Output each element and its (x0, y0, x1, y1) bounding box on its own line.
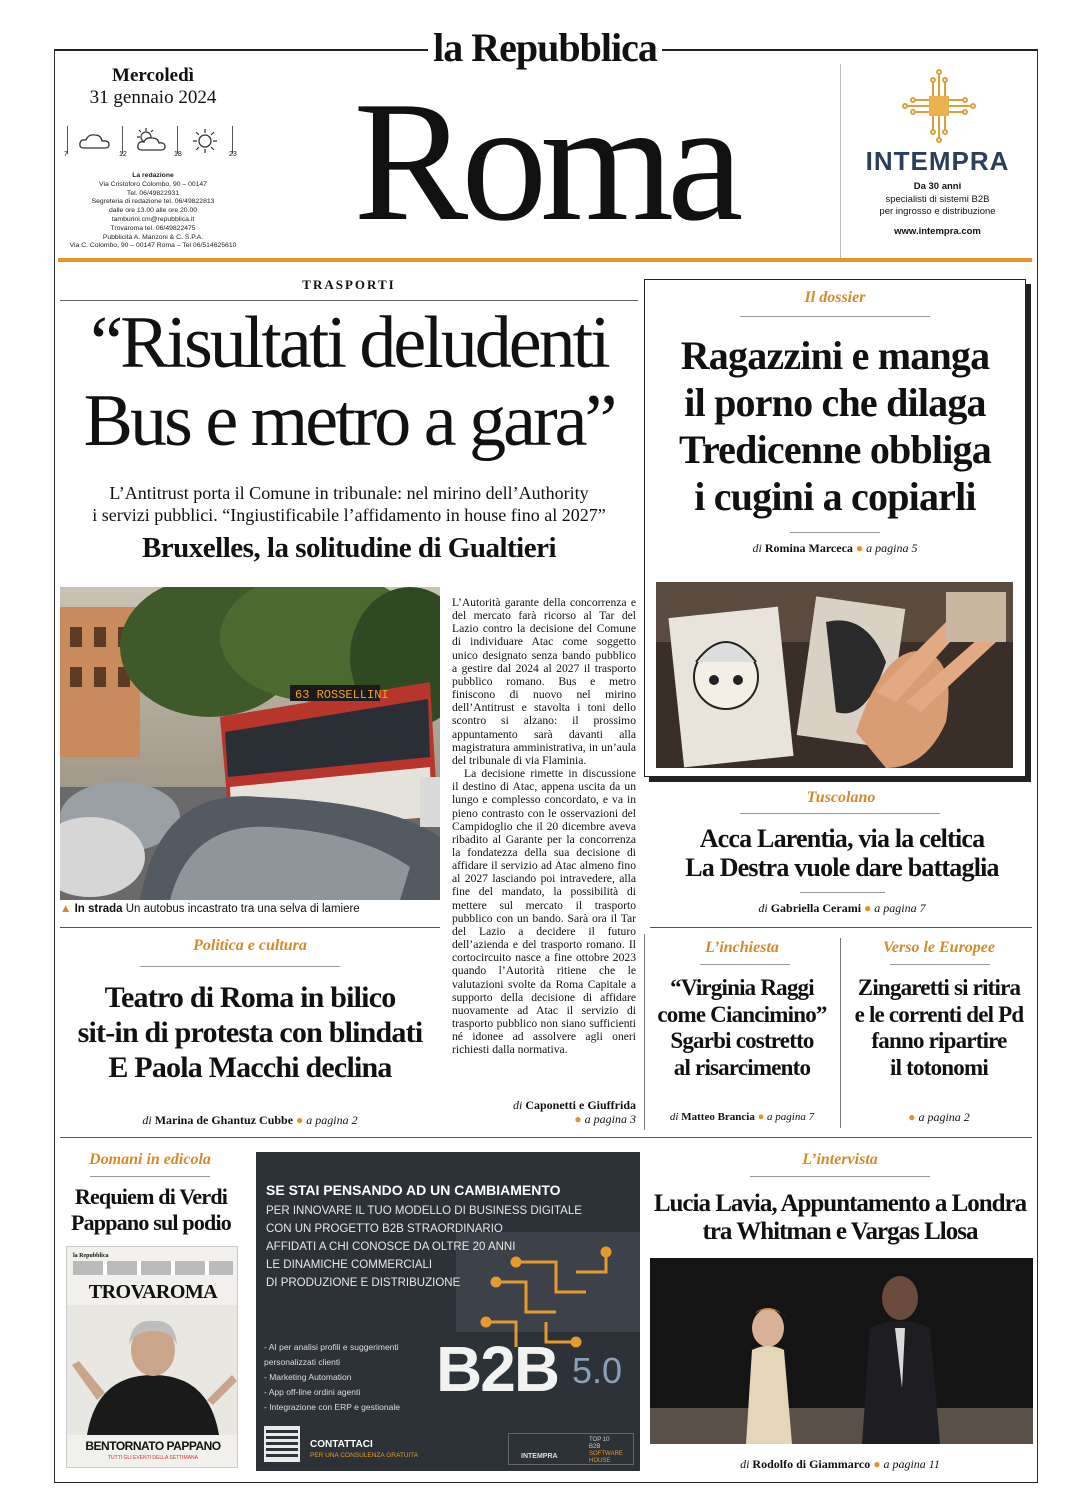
masthead-date: 31 gennaio 2024 (89, 87, 217, 108)
page-ref: a pagina 11 (883, 1457, 940, 1471)
dot-icon: ● (873, 1457, 881, 1471)
ad-brand: INTEMPRA (521, 1453, 558, 1460)
cloud-icon (78, 130, 114, 152)
weather-strip (64, 124, 244, 160)
headline-line: tra Whitman e Vargas Llosa (702, 1218, 978, 1245)
redazione-line: Tel. 06/49822931 (126, 189, 180, 197)
byline-prefix: di (752, 541, 762, 555)
inchiesta-kicker: L’inchiesta (705, 939, 779, 956)
headline-line: il porno che dilaga (684, 380, 986, 425)
b2b-logo: B2B (436, 1333, 559, 1405)
headline-line: al risarcimento (673, 1054, 811, 1080)
headline-line: Ragazzini e manga (680, 333, 990, 378)
intempra-tagline: specialisti di sistemi B2B (885, 194, 990, 205)
summary-line: L’Antitrust porta il Comune in tribunale: nel mirino dell’Authority (109, 483, 589, 503)
headline-line: Requiem di Verdi (74, 1184, 228, 1209)
ad-bullet: - App off-line ordini agenti (264, 1387, 361, 1397)
headline-line: il totonomi (890, 1054, 988, 1080)
politica-headline[interactable] (58, 980, 442, 1085)
body-paragraph: L’Autorità garante della concorrenza e del mercato farà ricorso al Tar del Lazio contro la decisione del Comune di individuare Atac come soggetto unico designato senza bando pubblico a gestire dal 2024 al 2027 il trasporto pubblico romano. Bus e metro finiscono di nuovo nel mirino dell’Antitrust e stavolta i toni dello scontro si alzano: il prossimo appuntamento sarà davanti alla magistratura amministrativa, in un’aula del tribunale di via Flaminia. (452, 596, 636, 767)
dossier-headline[interactable] (650, 332, 1020, 520)
europee-headline[interactable] (842, 975, 1036, 1081)
ad-contact-sub: PER UNA CONSULENZA GRATUITA (310, 1452, 419, 1459)
ad-line: LE DINAMICHE COMMERCIALI (266, 1259, 433, 1271)
sun-icon (188, 127, 222, 155)
dot-icon: ● (757, 1111, 765, 1123)
redazione-line: Pubblicità A. Manzoni & C. S.P.A. (102, 233, 204, 241)
byline-author: Caponetti e Giuffrida (525, 1098, 636, 1112)
ad-bullet: - AI per analisi profili e suggerimenti (264, 1342, 399, 1352)
headline-line: Acca Larentia, via la celtica (699, 824, 985, 853)
byline-author: Romina Marceca (764, 541, 853, 555)
temp-label: 18 (174, 151, 182, 158)
ad-background (256, 1152, 640, 1471)
byline-author: Rodolfo di Giammarco (752, 1457, 871, 1471)
ad-title: SE STAI PENSANDO AD UN CAMBIAMENTO (266, 1182, 561, 1198)
ad-line: CON UN PROGETTO B2B STRAORDINARIO (266, 1223, 503, 1235)
headline-line: Sgarbi costretto (670, 1028, 814, 1053)
temp-label: 7 (64, 151, 68, 158)
ad-line: PER INNOVARE IL TUO MODELLO DI BUSINESS DIGITALE (266, 1205, 582, 1217)
conductor-photo (67, 1305, 238, 1435)
tuscolano-headline[interactable] (646, 824, 1038, 882)
ad-bullet: - Integrazione con ERP e gestionale (264, 1402, 400, 1412)
edition-title: Roma (353, 67, 737, 257)
dot-icon: ● (908, 1110, 916, 1124)
dossier-byline[interactable] (644, 541, 1026, 556)
badge-line: SOFTWARE HOUSE (589, 1451, 623, 1464)
europee-kicker: Verso le Europee (883, 939, 995, 956)
ad-bullet: personalizzati clienti (264, 1357, 341, 1367)
redazione-line: tamburini.cm@repubblica.it (111, 215, 195, 223)
photo-caption (60, 903, 360, 915)
redazione-line: dalle ore 13.00 alle ore 20.00 (108, 207, 198, 215)
summary-line: i servizi pubblici. “Ingiustificabile l’affidamento in house fino al 2027” (92, 505, 606, 525)
tuscolano-byline[interactable] (646, 901, 1038, 916)
tuscolano-kicker: Tuscolano (806, 789, 876, 806)
intervista-byline[interactable] (648, 1457, 1032, 1472)
theatre-photo (650, 1258, 1033, 1444)
edicola-headline[interactable] (58, 1184, 244, 1236)
headline-line: i cugini a copiarli (694, 474, 976, 519)
headline-line: Bus e metro a gara” (83, 380, 615, 462)
page-ref: a pagina 3 (584, 1112, 636, 1126)
redazione-line: Segreteria di redazione tel. 06/49822813 (91, 198, 215, 206)
byline-prefix: di (740, 1457, 750, 1471)
dossier-kicker: Il dossier (804, 289, 866, 306)
dot-icon: ● (855, 541, 864, 555)
headline-line: Zingaretti si ritira (857, 975, 1021, 1000)
byline-author: Matteo Brancia (681, 1111, 755, 1123)
byline-prefix: di (512, 1098, 523, 1112)
brand-logo: la Repubblica (433, 25, 657, 70)
temp-label: 23 (229, 151, 237, 158)
lead-byline (452, 1098, 636, 1113)
ad-bullets (264, 1340, 400, 1415)
intervista-kicker: L’intervista (802, 1151, 878, 1168)
bus-photo (60, 587, 440, 900)
ad-brand-badge (508, 1433, 634, 1465)
headline-line: E Paola Macchi declina (108, 1051, 392, 1084)
headline-line: Lucia Lavia, Appuntamento a Londra (653, 1190, 1027, 1217)
masthead-day: Mercoledì (112, 65, 194, 86)
inchiesta-headline[interactable] (646, 975, 838, 1081)
redazione-line: La redazione (132, 172, 174, 179)
byline-prefix: di (142, 1113, 152, 1127)
intempra-name: INTEMPRA (865, 146, 1010, 176)
edicola-kicker: Domani in edicola (89, 1151, 211, 1168)
inchiesta-byline[interactable] (646, 1111, 838, 1123)
page-ref: a pagina 5 (866, 541, 918, 555)
caption-label: In strada (74, 903, 123, 915)
headline-line: sit-in di protesta con blindati (77, 1016, 423, 1049)
headline-line: La Destra vuole dare battaglia (685, 853, 999, 882)
page-ref: a pagina 7 (767, 1111, 815, 1123)
bus-destination-sign: 63 ROSSELLINI (295, 688, 389, 702)
dot-icon: ● (296, 1113, 304, 1127)
cover-brand: la Repubblica (73, 1253, 109, 1259)
b2b-ad[interactable] (256, 1152, 640, 1471)
headline-line: e le correnti del Pd (854, 1001, 1024, 1027)
dot-icon: ● (574, 1112, 582, 1126)
redazione-info (58, 172, 248, 251)
intempra-url[interactable]: www.intempra.com (894, 226, 981, 237)
headline-line: Tredicenne obbliga (679, 427, 991, 472)
circuit-logo-icon (901, 68, 977, 144)
section-label: TRASPORTI (302, 277, 396, 292)
headline-line: “Virginia Raggi (670, 975, 814, 1000)
intempra-ad[interactable] (840, 64, 1033, 258)
headline-line: come Ciancimino” (657, 1001, 827, 1027)
redazione-line: Trovaroma tel. 06/49822475 (110, 224, 196, 232)
manga-photo (656, 582, 1013, 768)
redazione-line: Via C. Colombo, 90 – 00147 Roma – Tel 06/514625610 (69, 242, 237, 250)
ad-contact[interactable]: CONTATTACI (310, 1439, 373, 1450)
body-paragraph: La decisione rimette in discussione il destino di Atac, appena uscita da un lungo e complesso concordato, e va in pieno contrasto con le osservazioni del Campidoglio che il 20 dicembre aveva ribadito al Garante per la concorrenza la fondatezza della sua decisione di affidare il servizio ad Atac almeno fino al 2027 lasciando poi intravedere, alla fine del mandato, la possibilità di mettere sul mercato il trasporto pubblico con un bando. Sarà ora il Tar del Lazio a decidere il futuro dell’azienda e del trasporto romano. Il cortocircuito nasce a fine ottobre 2023 quando l’Autorità ritiene che le valutazioni svolte da Roma Capitale a supporto della decisione di affidare nuovamente ad Atac il servizio di trasporto pubblico non siano sufficienti né idonee ad assolvere agli oneri richiesti dalla normativa. (452, 767, 636, 1057)
ad-bullet: - Marketing Automation (264, 1372, 352, 1382)
page-ref: a pagina 7 (874, 901, 926, 915)
triangle-icon: ▲ (60, 903, 72, 915)
lead-subhead[interactable]: Bruxelles, la solitudine di Gualtieri (141, 532, 557, 564)
page-ref: a pagina 2 (306, 1113, 358, 1127)
qr-code-icon (264, 1426, 300, 1462)
ad-lines (266, 1202, 582, 1292)
europee-byline[interactable] (842, 1110, 1036, 1125)
intempra-tagline: per ingrosso e distribuzione (879, 206, 996, 217)
badge-line: TOP 10 (589, 1437, 610, 1443)
byline-author: Gabriella Cerami (770, 901, 862, 915)
b2b-version: 5.0 (572, 1350, 623, 1391)
temp-label: 12 (119, 151, 127, 158)
ad-line: DI PRODUZIONE E DISTRIBUZIONE (266, 1277, 461, 1289)
headline-line: Teatro di Roma in bilico (104, 981, 396, 1014)
politica-byline[interactable] (60, 1113, 440, 1128)
dot-icon: ● (864, 901, 872, 915)
cover-footer: BENTORNATO PAPPANO (85, 1439, 221, 1453)
politica-kicker: Politica e cultura (193, 937, 307, 954)
byline-prefix: di (758, 901, 768, 915)
intempra-tagline: Da 30 anni (913, 181, 962, 192)
cover-subtitle: TUTTI GLI EVENTI DELLA SETTIMANA (107, 1455, 199, 1461)
lead-page-ref[interactable] (452, 1112, 636, 1127)
headline-line: “Risultati deludenti (90, 302, 608, 384)
sun-cloud-icon (132, 127, 170, 153)
intervista-headline[interactable] (646, 1190, 1034, 1246)
byline-author: Marina de Ghantuz Cubbe (154, 1113, 294, 1127)
redazione-line: Via Cristoforo Colombo, 90 – 00147 (99, 180, 207, 188)
caption-text: Un autobus incastrato tra una selva di lamiere (125, 903, 360, 915)
cover-title: TROVAROMA (88, 1281, 218, 1303)
headline-line: fanno ripartire (871, 1028, 1007, 1053)
lead-body (452, 596, 636, 1056)
badge-line: B2B (589, 1444, 601, 1450)
lead-summary (60, 482, 638, 526)
lead-headline[interactable] (56, 304, 642, 460)
trovaroma-cover[interactable] (66, 1246, 238, 1468)
byline-prefix: di (669, 1111, 679, 1123)
ad-line: AFFIDATI A CHI CONOSCE DA OLTRE 20 ANNI (266, 1241, 516, 1253)
page-ref: a pagina 2 (918, 1110, 970, 1124)
headline-line: Pappano sul podio (70, 1210, 232, 1235)
